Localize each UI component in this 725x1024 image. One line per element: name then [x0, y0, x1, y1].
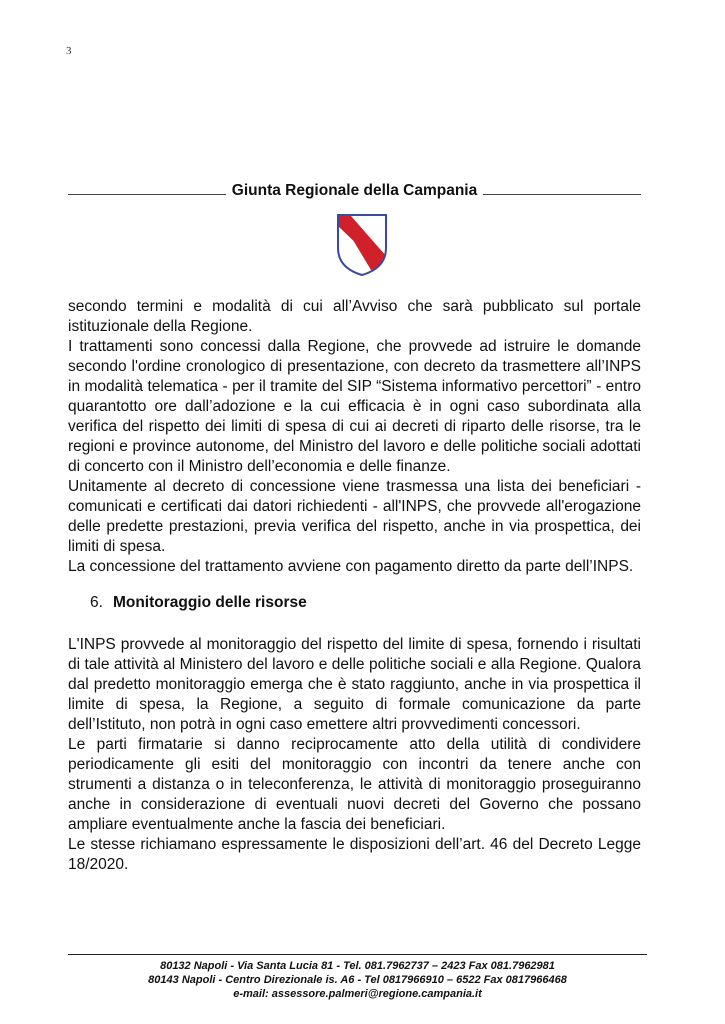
footer-address-line: 80143 Napoli - Centro Direzionale is. A6 - Tel 0817966910 – 6522 Fax 0817966468: [148, 974, 567, 986]
header-title: Giunta Regionale della Campania: [231, 182, 478, 199]
page-number: 3: [66, 45, 72, 57]
document-body: [68, 297, 641, 875]
document-header: [68, 182, 641, 200]
document-footer: [68, 954, 647, 1001]
section-heading: [68, 593, 641, 613]
section-number: 6.: [90, 594, 103, 611]
body-paragraph: secondo termini e modalità di cui all’Avviso che sarà pubblicato sul portale istituzionale della Regione.: [68, 298, 641, 335]
header-rule-right: [483, 194, 641, 195]
campania-coat-of-arms-icon: [334, 212, 390, 278]
section-title: Monitoraggio delle risorse: [112, 594, 307, 611]
body-paragraph: Le parti firmatarie si danno reciprocamente atto della utilità di condividere periodicamente gli esiti del monitoraggio con incontri da tenere anche con strumenti a distanza o in teleconferenza, le attività di monitoraggio proseguiranno anche in considerazione di eventuali nuovi decreti del Governo che possano ampliare eventualmente anche la fascia dei beneficiari.: [68, 736, 641, 833]
body-paragraph: Le stesse richiamano espressamente le disposizioni dell’art. 46 del Decreto Legge 18/2020.: [68, 836, 641, 873]
body-paragraph: L'INPS provvede al monitoraggio del rispetto del limite di spesa, fornendo i risultati di tale attività al Ministero del lavoro e delle politiche sociali e alla Regione. Qualora dal predetto monitoraggio emerga che è stato raggiunto, anche in via prospettica il limite di spesa, la Regione, a seguito di formale comunicazione da parte dell’Istituto, non potrà in ogni caso emettere altri provvedimenti concessori.: [68, 636, 641, 733]
footer-address-line: 80132 Napoli - Via Santa Lucia 81 - Tel. 081.7962737 – 2423 Fax 081.7962981: [160, 960, 555, 972]
body-paragraph: La concessione del trattamento avviene con pagamento diretto da parte dell’INPS.: [68, 558, 634, 575]
header-rule-left: [68, 194, 226, 195]
footer-email-line: e-mail: assessore.palmeri@regione.campania.it: [233, 988, 482, 1000]
body-paragraph: Unitamente al decreto di concessione viene trasmessa una lista dei beneficiari - comunicati e certificati dai datori richiedenti - all'INPS, che provvede all'erogazione delle predette prestazioni, previa verifica del rispetto, anche in via prospettica, dei limiti di spesa.: [68, 478, 641, 555]
body-paragraph: I trattamenti sono concessi dalla Regione, che provvede ad istruire le domande secondo l'ordine cronologico di presentazione, con decreto da trasmettere all’INPS in modalità telematica - per il tramite del SIP “Sistema informativo percettori” - entro quarantotto ore dall’adozione e la cui efficacia è in ogni caso subordinata alla verifica del rispetto dei limiti di spesa di cui ai decreti di riparto delle risorse, tra le regioni e province autonome, del Ministro del lavoro e delle politiche sociali adottati di concerto con il Ministro dell’economia e delle finanze.: [68, 338, 641, 475]
